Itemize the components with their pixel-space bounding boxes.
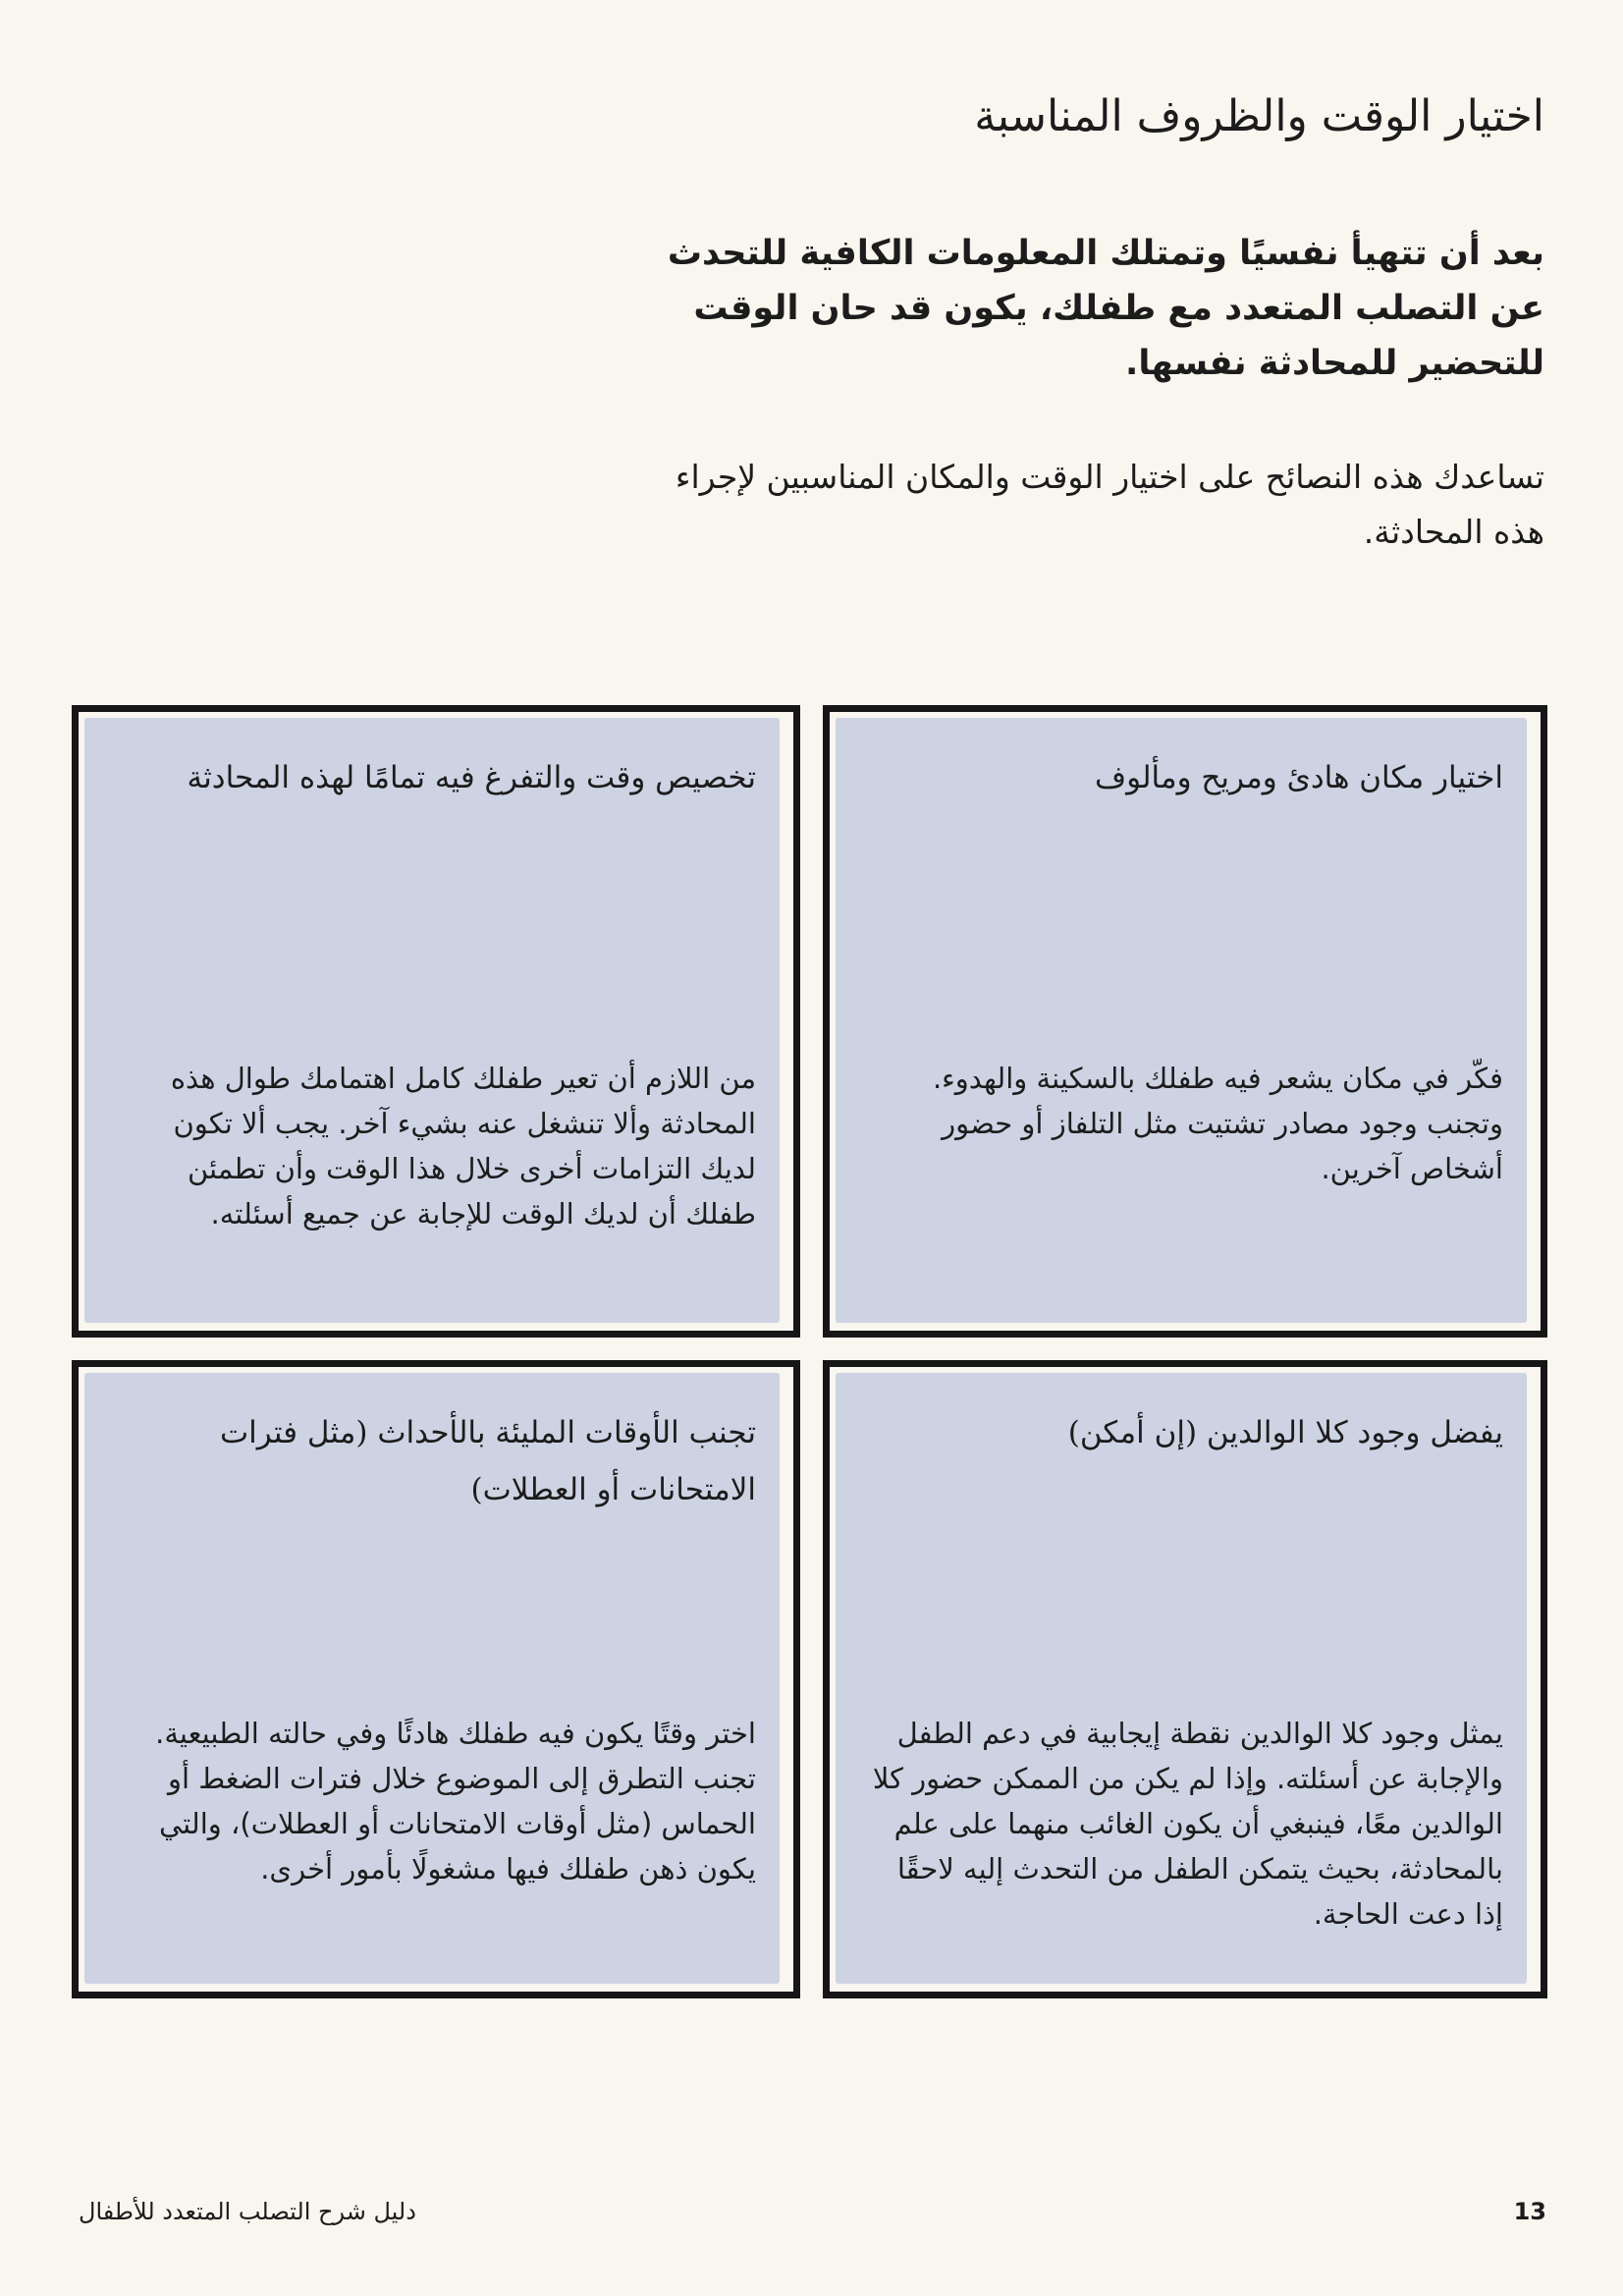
page-number: 13 <box>1513 2198 1546 2225</box>
intro-lead-paragraph: بعد أن تتهيأ نفسيًا وتمتلك المعلومات الكافية للتحدث عن التصلب المتعدد مع طفلك، يكون قد حان الوقت للتحضير للمحادثة نفسها. <box>667 234 1544 383</box>
card-title: تجنب الأوقات المليئة بالأحداث (مثل فترات الامتحانات أو العطلات) <box>220 1415 756 1507</box>
card-background <box>836 718 1527 1323</box>
card-body: اختر وقتًا يكون فيه طفلك هادئًا وفي حالته الطبيعية. تجنب التطرق إلى الموضوع خلال فترات الضغط أو الحماس (مثل أوقات الامتحانات أو العطلات)، والتي يكون ذهن طفلك فيها مشغولًا بأمور أخرى. <box>155 1717 756 1886</box>
tip-card-avoid-busy-times <box>72 1360 800 1998</box>
intro-paragraph: تساعدك هذه النصائح على اختيار الوقت والمكان المناسبين لإجراء هذه المحادثة. <box>675 458 1544 551</box>
tip-card-quiet-place <box>823 705 1547 1338</box>
card-title: اختيار مكان هادئ ومريح ومألوف <box>1094 760 1503 795</box>
tip-card-both-parents <box>823 1360 1547 1998</box>
tip-card-dedicated-time <box>72 705 800 1338</box>
footer-document-title: دليل شرح التصلب المتعدد للأطفال <box>79 2198 416 2225</box>
page-title: اختيار الوقت والظروف المناسبة <box>974 91 1544 141</box>
card-title: يفضل وجود كلا الوالدين (إن أمكن) <box>1067 1415 1503 1450</box>
card-title: تخصيص وقت والتفرغ فيه تمامًا لهذه المحادثة <box>187 760 756 795</box>
card-body: يمثل وجود كلا الوالدين نقطة إيجابية في دعم الطفل والإجابة عن أسئلته. وإذا لم يكن من الممكن حضور كلا الوالدين معًا، فينبغي أن يكون الغائب منهما على علم بالمحادثة، بحيث يتمكن الطفل من التحدث إليه لاحقًا إذا دعت الحاجة. <box>872 1717 1503 1931</box>
card-body: فكّر في مكان يشعر فيه طفلك بالسكينة والهدوء. وتجنب وجود مصادر تشتيت مثل التلفاز أو حضور أشخاص آخرين. <box>932 1062 1503 1185</box>
card-body: من اللازم أن تعير طفلك كامل اهتمامك طوال هذه المحادثة وألا تنشغل عنه بشيء آخر. يجب ألا تكون لديك التزامات أخرى خلال هذا الوقت وأن تطمئن طفلك أن لديك الوقت للإجابة عن جميع أسئلته. <box>170 1062 756 1230</box>
